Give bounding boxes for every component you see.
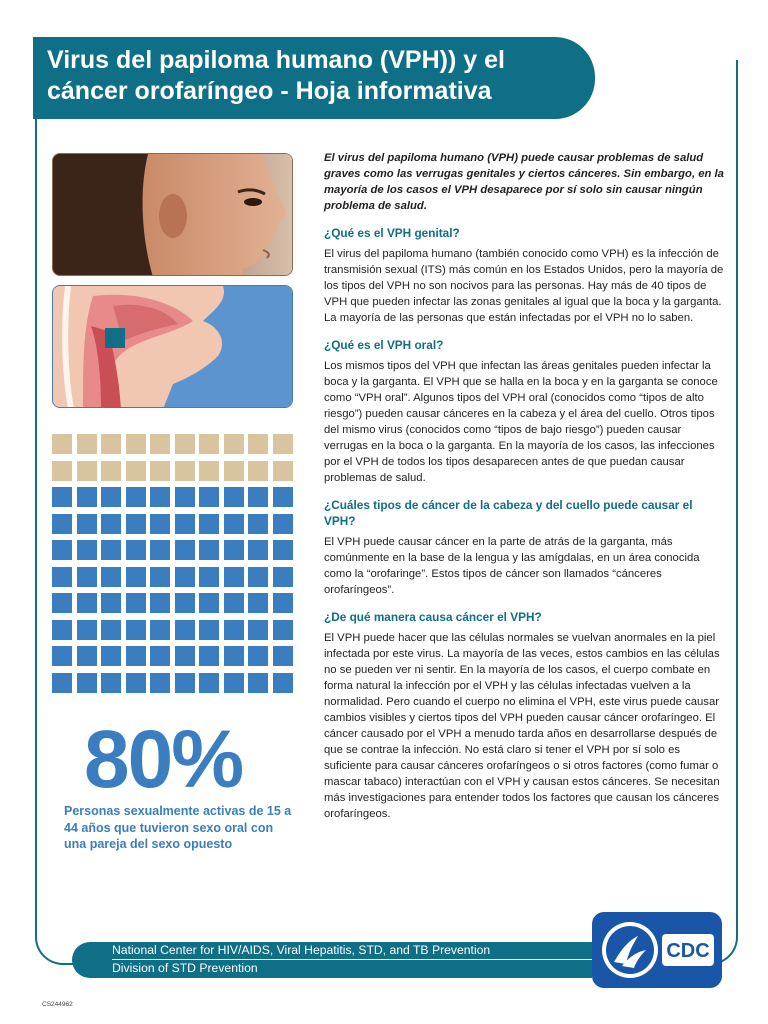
waffle-square	[150, 461, 170, 481]
cdc-logo-text: CDC	[666, 940, 710, 962]
waffle-square	[126, 434, 146, 454]
stat-value: 80%	[84, 714, 243, 805]
waffle-square	[52, 646, 72, 666]
waffle-square	[175, 434, 195, 454]
waffle-square	[248, 514, 268, 534]
waffle-square	[150, 434, 170, 454]
waffle-square	[150, 673, 170, 693]
waffle-square	[101, 567, 121, 587]
waffle-square	[150, 540, 170, 560]
waffle-square	[248, 646, 268, 666]
waffle-square	[273, 461, 293, 481]
throat-anatomy-illustration	[52, 285, 293, 408]
document-code: CS244962	[42, 1001, 73, 1008]
waffle-square	[52, 567, 72, 587]
waffle-square	[126, 620, 146, 640]
waffle-square	[199, 620, 219, 640]
waffle-square	[224, 514, 244, 534]
footer-bar	[72, 942, 594, 978]
waffle-square	[77, 620, 97, 640]
waffle-square	[224, 461, 244, 481]
footer-center-name: National Center for HIV/AIDS, Viral Hepatitis, STD, and TB Prevention	[112, 942, 597, 960]
section-heading-how-cancer: ¿De qué manera causa cáncer el VPH?	[324, 610, 542, 624]
waffle-square	[52, 514, 72, 534]
waffle-square	[126, 646, 146, 666]
waffle-square	[77, 540, 97, 560]
waffle-square	[126, 514, 146, 534]
waffle-square	[101, 593, 121, 613]
waffle-square	[52, 673, 72, 693]
waffle-square	[273, 593, 293, 613]
waffle-square	[199, 540, 219, 560]
waffle-square	[248, 434, 268, 454]
waffle-square	[101, 646, 121, 666]
waffle-square	[273, 487, 293, 507]
waffle-square	[224, 620, 244, 640]
waffle-square	[273, 514, 293, 534]
waffle-square	[77, 514, 97, 534]
waffle-square	[248, 620, 268, 640]
waffle-square	[199, 434, 219, 454]
oropharynx-marker	[105, 328, 125, 348]
waffle-square	[126, 461, 146, 481]
waffle-square	[101, 514, 121, 534]
waffle-square	[248, 540, 268, 560]
waffle-square	[248, 461, 268, 481]
waffle-square	[248, 673, 268, 693]
waffle-square	[248, 567, 268, 587]
section-heading-cancer-types: ¿Cuáles tipos de cáncer de la cabeza y del cuello puede causar el VPH?	[324, 498, 693, 528]
waffle-square	[52, 540, 72, 560]
waffle-square	[126, 593, 146, 613]
waffle-square	[77, 646, 97, 666]
waffle-square	[150, 514, 170, 534]
waffle-square	[224, 434, 244, 454]
waffle-square	[199, 567, 219, 587]
waffle-square	[52, 487, 72, 507]
waffle-square	[273, 567, 293, 587]
waffle-square	[175, 540, 195, 560]
cdc-logo	[592, 912, 722, 988]
section-body-cancer-types: El VPH puede causar cáncer en la parte de atrás de la garganta, más comúnmente en la base de la lengua y las amígdalas, en un área conocida como la “orofaringe”. Estos tipos de cáncer son llamados “cánceres orofaríngeos”.	[324, 536, 700, 596]
waffle-square	[175, 567, 195, 587]
waffle-square	[77, 673, 97, 693]
section-heading-genital: ¿Qué es el VPH genital?	[324, 226, 460, 240]
waffle-square	[273, 434, 293, 454]
waffle-square	[150, 593, 170, 613]
waffle-square	[52, 434, 72, 454]
waffle-square	[150, 567, 170, 587]
waffle-square	[199, 646, 219, 666]
waffle-square	[101, 461, 121, 481]
face-illustration	[53, 154, 293, 276]
throat-illustration	[53, 286, 293, 408]
waffle-square	[199, 487, 219, 507]
waffle-square	[52, 593, 72, 613]
face-photo	[52, 153, 293, 276]
waffle-square	[52, 620, 72, 640]
waffle-square	[77, 593, 97, 613]
footer-division-name: Division of STD Prevention	[112, 961, 258, 975]
waffle-square	[175, 620, 195, 640]
waffle-square	[199, 593, 219, 613]
stat-caption: Personas sexualmente activas de 15 a 44 años que tuvieron sexo oral con una pareja del sexo opuesto	[64, 804, 292, 851]
waffle-square	[101, 540, 121, 560]
waffle-square	[224, 646, 244, 666]
main-content	[324, 150, 724, 833]
waffle-square	[150, 487, 170, 507]
waffle-square	[273, 620, 293, 640]
waffle-square	[224, 673, 244, 693]
waffle-square	[224, 540, 244, 560]
waffle-square	[101, 487, 121, 507]
waffle-square	[199, 514, 219, 534]
waffle-square	[77, 567, 97, 587]
waffle-square	[199, 461, 219, 481]
waffle-square	[101, 673, 121, 693]
waffle-square	[175, 514, 195, 534]
waffle-square	[273, 646, 293, 666]
waffle-square	[175, 673, 195, 693]
title-banner	[33, 37, 595, 119]
lead-paragraph: El virus del papiloma humano (VPH) puede causar problemas de salud graves como las verrugas genitales y ciertos cánceres. Sin embargo, en la mayoría de los casos el VPH desaparece por sí solo sin causar ningún problema de salud.	[324, 152, 724, 212]
waffle-square	[101, 620, 121, 640]
waffle-square	[77, 461, 97, 481]
waffle-square	[273, 540, 293, 560]
page-title: Virus del papiloma humano (VPH)) y el cáncer orofaríngeo - Hoja informativa	[47, 46, 505, 105]
stat-waffle-chart	[52, 434, 296, 698]
waffle-square	[175, 487, 195, 507]
waffle-square	[248, 593, 268, 613]
section-body-how-cancer: El VPH puede hacer que las células normales se vuelvan anormales en la piel infectada por este virus. La mayoría de las veces, estos cambios en las células no se pueden ver ni sentir. En la mayoría de los casos, el cuerpo combate en forma natural la infección por el VPH y las células infectadas vuelven a la normalidad. Pero cuando el cuerpo no elimina el VPH, este virus puede causar cambios visibles y ciertos tipos del VPH pueden causar cáncer orofaríngeo. El cáncer causado por el VPH a menudo tarda años en desarrollarse después de que se contrae la infección. No está claro si tener el VPH por sí solo es suficiente para causar cánceres orofaríngeos o si otros factores (como fumar o mascar tabaco) interactúan con el VPH y causan estos cánceres. Se necesitan más investigaciones para entender todos los factores que causan los cánceres orofaríngeos.	[324, 632, 720, 820]
waffle-square	[224, 593, 244, 613]
waffle-square	[150, 620, 170, 640]
waffle-square	[224, 567, 244, 587]
waffle-square	[126, 487, 146, 507]
waffle-square	[52, 461, 72, 481]
cdc-logo-icon	[592, 912, 722, 988]
waffle-square	[126, 673, 146, 693]
section-body-oral: Los mismos tipos del VPH que infectan las áreas genitales pueden infectar la boca y la garganta. El VPH que se halla en la boca y en la garganta se conoce como “VPH oral”. Algunos tipos del VPH oral (conocidos como “tipos de alto riesgo”) pueden causar cánceres en la cabeza y el área del cuello. Otros tipos del mismo virus (conocidos como “tipos de bajo riesgo”) pueden causar verrugas en la boca o la garganta. En la mayoría de los casos, las infecciones por el VPH de todos los tipos desaparecen antes de que puedan causar problemas de salud.	[324, 360, 718, 484]
section-heading-oral: ¿Qué es el VPH oral?	[324, 338, 444, 352]
waffle-square	[175, 461, 195, 481]
waffle-square	[224, 487, 244, 507]
waffle-square	[273, 673, 293, 693]
section-body-genital: El virus del papiloma humano (también conocido como VPH) es la infección de transmisión sexual (ITS) más común en los Estados Unidos, pero la mayoría de los tipos del VPH no son nocivos para las personas. Hay más de 40 tipos de VPH que pueden infectar las zonas genitales al igual que la boca y la garganta. La mayoría de las personas que están infectadas por el VPH no lo saben.	[324, 248, 724, 324]
waffle-square	[248, 487, 268, 507]
waffle-square	[77, 487, 97, 507]
waffle-square	[175, 593, 195, 613]
waffle-square	[126, 567, 146, 587]
waffle-square	[77, 434, 97, 454]
waffle-square	[150, 646, 170, 666]
waffle-square	[126, 540, 146, 560]
waffle-square	[199, 673, 219, 693]
waffle-square	[175, 646, 195, 666]
waffle-square	[101, 434, 121, 454]
